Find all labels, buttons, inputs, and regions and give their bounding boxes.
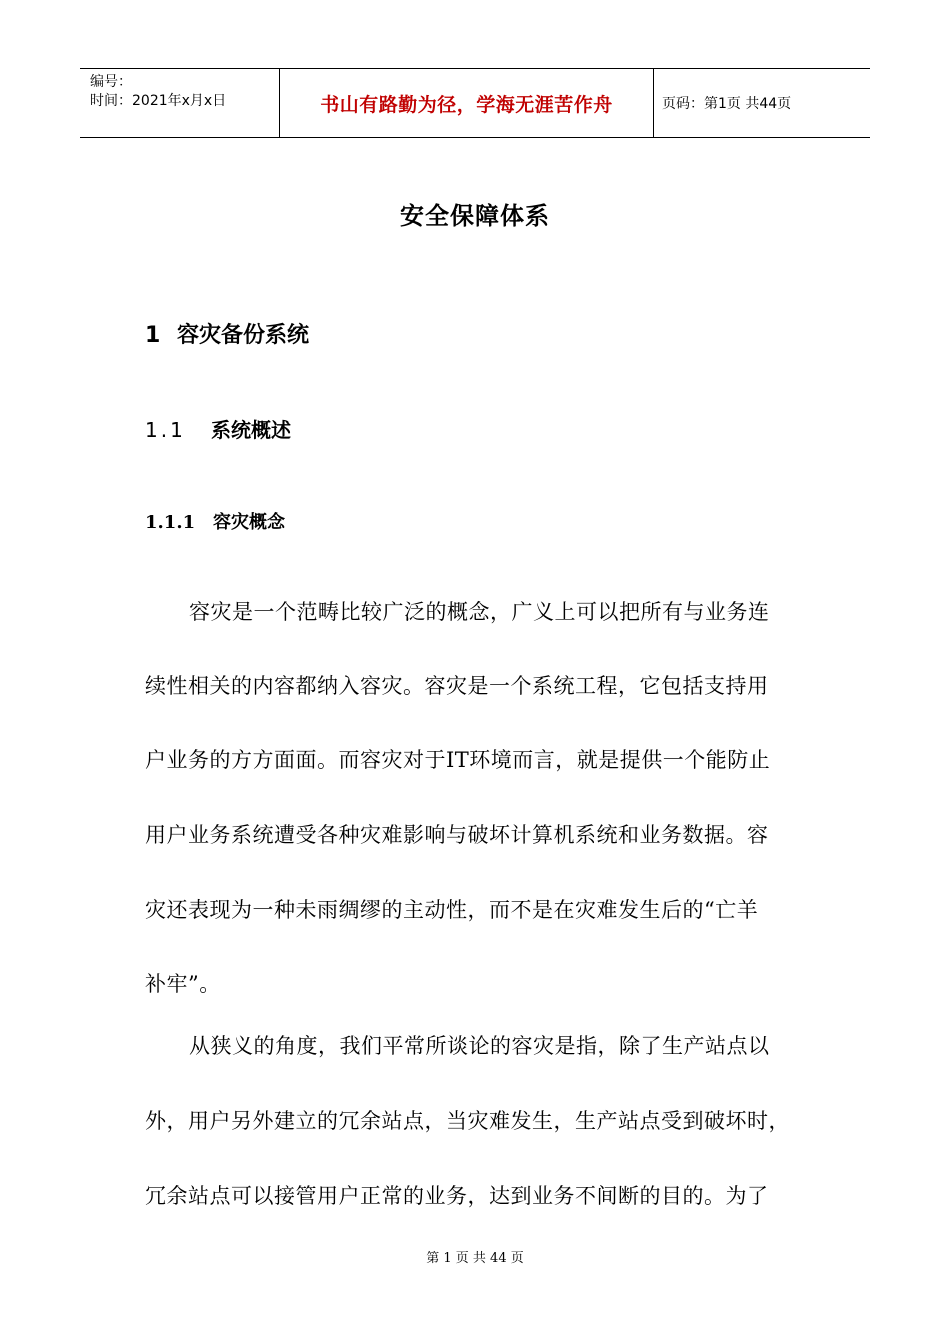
header-motto: 书山有路勤为径，学海无涯苦作舟 [280,69,654,137]
section-number: 1.1.1 [145,512,196,533]
header-meta [80,69,280,137]
document-number-label: 编号： [90,74,132,90]
section-heading-1-1 [145,414,291,443]
paragraph-line: 容灾是一个范畴比较广泛的概念，广义上可以把所有与业务连 [189,600,770,624]
section-title: 系统概述 [211,418,291,442]
section-title: 容灾概念 [213,512,285,533]
paragraph-line: 补牢”。 [145,972,221,996]
paragraph-line: 外，用户另外建立的冗余站点，当灾难发生，生产站点受到破坏时， [145,1109,790,1133]
paragraph-line: 从狭义的角度，我们平常所谈论的容灾是指，除了生产站点以 [189,1034,770,1058]
section-heading-1 [145,318,309,349]
paragraph-line: 户业务的方方面面。而容灾对于IT环境而言，就是提供一个能防止 [145,748,771,772]
page-header [80,68,870,138]
document-date: 时间：2021年x月x日 [90,93,227,109]
header-page-info: 页码：第1页 共44页 [662,96,792,112]
section-number: 1.1 [145,418,186,442]
document-title: 安全保障体系 [400,202,550,230]
section-heading-1-1-1 [145,508,285,534]
paragraph-line: 用户业务系统遭受各种灾难影响与破坏计算机系统和业务数据。容 [145,823,769,847]
paragraph-line: 续性相关的内容都纳入容灾。容灾是一个系统工程，它包括支持用 [145,674,769,698]
paragraph-line: 灾还表现为一种未雨绸缪的主动性，而不是在灾难发生后的“亡羊 [145,898,759,922]
page-footer: 第 1 页 共 44 页 [426,1251,524,1266]
section-number: 1 [145,323,161,348]
paragraph-line: 冗余站点可以接管用户正常的业务，达到业务不间断的目的。为了 [145,1184,769,1208]
section-title: 容灾备份系统 [177,323,310,348]
